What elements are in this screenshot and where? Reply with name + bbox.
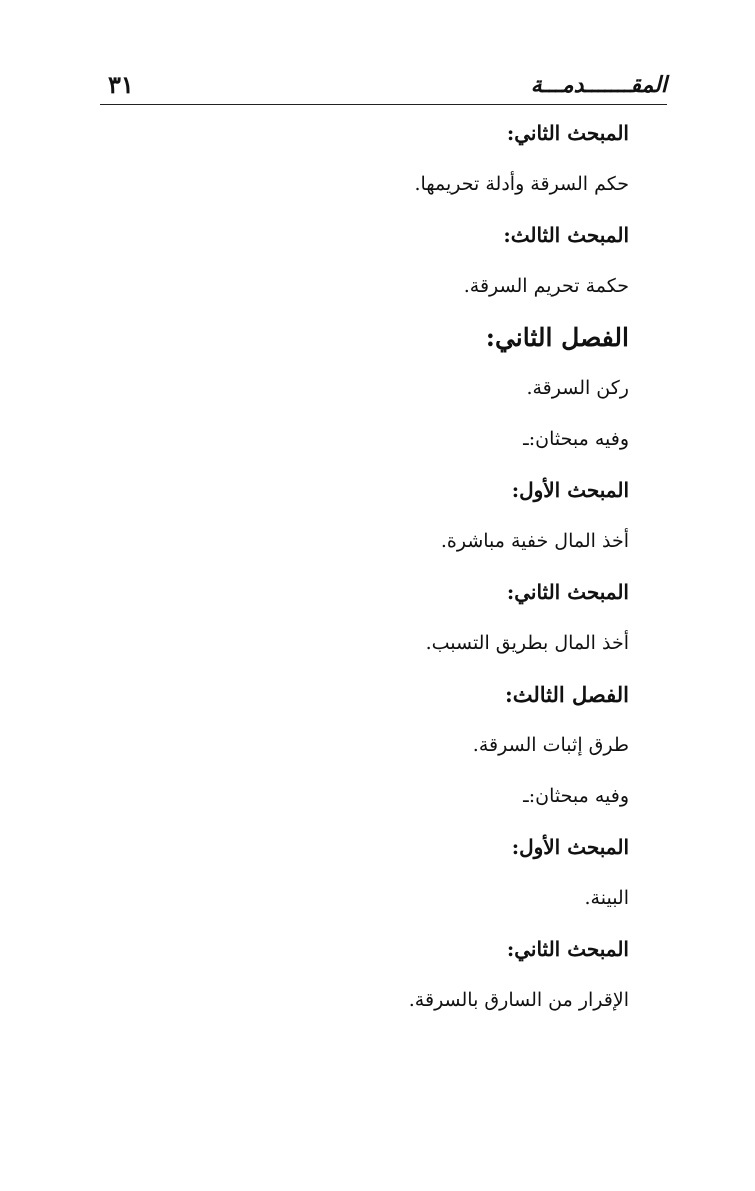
- toc-line: الإقرار من السارق بالسرقة.: [408, 989, 629, 1011]
- toc-line: ركن السرقة.: [526, 377, 629, 399]
- toc-line: أخذ المال بطريق التسبب.: [425, 632, 629, 654]
- toc-line: المبحث الثاني:: [506, 580, 629, 604]
- toc-line: المبحث الثالث:: [503, 223, 629, 247]
- toc-line: حكم السرقة وأدلة تحريمها.: [414, 173, 629, 195]
- running-head: المقـــــــدمـــة: [530, 72, 667, 98]
- toc-line: حكمة تحريم السرقة.: [463, 275, 629, 297]
- table-of-contents: [109, 108, 629, 1026]
- toc-line: المبحث الثاني:: [506, 937, 629, 961]
- toc-line: المبحث الأول:: [511, 835, 629, 859]
- toc-line: الفصل الثالث:: [504, 682, 629, 707]
- page-header: [100, 70, 667, 105]
- toc-line: البينة.: [584, 887, 629, 909]
- toc-line: المبحث الأول:: [511, 478, 629, 502]
- toc-line: المبحث الثاني:: [506, 121, 629, 145]
- page-number: ٣١: [108, 70, 134, 99]
- toc-line: طرق إثبات السرقة.: [472, 734, 629, 756]
- toc-line: أخذ المال خفية مباشرة.: [440, 530, 629, 552]
- toc-line: وفيه مبحثان:ـ: [523, 785, 629, 807]
- toc-line: وفيه مبحثان:ـ: [523, 428, 629, 450]
- toc-line: الفصل الثاني:: [485, 323, 629, 352]
